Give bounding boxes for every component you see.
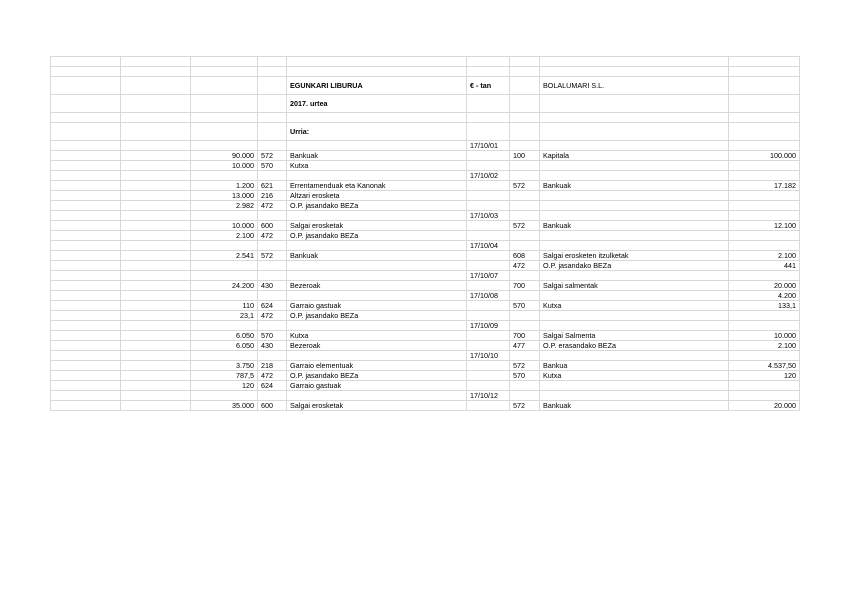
credit-amount: 4.200 <box>729 291 800 301</box>
separator-cell <box>258 241 287 251</box>
credit-account-code: 608 <box>510 251 540 261</box>
blank-cell <box>467 331 510 341</box>
credit-account-code: 572 <box>510 361 540 371</box>
debit-amount: 110 <box>191 301 258 311</box>
separator-cell <box>510 241 540 251</box>
credit-account-code <box>510 191 540 201</box>
debit-account-code: 430 <box>258 281 287 291</box>
separator-cell <box>540 271 729 281</box>
debit-account-name: Garraio gastuak <box>287 301 467 311</box>
blank-cell <box>51 381 121 391</box>
debit-amount: 2.541 <box>191 251 258 261</box>
debit-account-code: 472 <box>258 201 287 211</box>
blank-cell <box>51 401 121 411</box>
debit-account-name: Bezeroak <box>287 341 467 351</box>
credit-account-code: 477 <box>510 341 540 351</box>
journal-line <box>51 231 800 241</box>
separator-cell <box>287 351 467 361</box>
credit-account-name: Kutxa <box>540 371 729 381</box>
credit-account-name: Bankuak <box>540 401 729 411</box>
separator-cell <box>540 241 729 251</box>
debit-account-name: Garraio elementuak <box>287 361 467 371</box>
debit-amount: 120 <box>191 381 258 391</box>
credit-amount <box>729 241 800 251</box>
separator-cell <box>287 391 467 401</box>
separator-cell <box>510 141 540 151</box>
credit-account-code: 472 <box>510 261 540 271</box>
separator-cell <box>540 141 729 151</box>
blank-cell <box>51 321 121 331</box>
debit-account-name: Salgai erosketak <box>287 401 467 411</box>
credit-amount: 20.000 <box>729 401 800 411</box>
credit-amount: 2.100 <box>729 341 800 351</box>
credit-account-code <box>510 311 540 321</box>
blank-cell <box>51 191 121 201</box>
entry-date: 17/10/09 <box>467 321 510 331</box>
credit-amount: 4.537,50 <box>729 361 800 371</box>
separator-cell <box>258 351 287 361</box>
blank-cell <box>51 391 121 401</box>
blank-cell <box>467 181 510 191</box>
journal-line <box>51 371 800 381</box>
blank-cell <box>51 261 121 271</box>
credit-account-name: O.P. erasandako BEZa <box>540 341 729 351</box>
entry-date-row <box>51 291 800 301</box>
blank-cell <box>467 191 510 201</box>
separator-cell <box>540 321 729 331</box>
debit-account-name: O.P. jasandako BEZa <box>287 201 467 211</box>
separator-cell <box>287 241 467 251</box>
blank-cell <box>51 211 121 221</box>
journal-line <box>51 191 800 201</box>
credit-account-code: 100 <box>510 151 540 161</box>
credit-amount <box>729 271 800 281</box>
entry-date-row <box>51 241 800 251</box>
credit-amount: 441 <box>729 261 800 271</box>
debit-amount: 787,5 <box>191 371 258 381</box>
year-label: 2017. urtea <box>287 95 467 113</box>
credit-account-name <box>540 311 729 321</box>
blank-cell <box>121 381 191 391</box>
blank-cell <box>191 351 258 361</box>
debit-amount: 2.100 <box>191 231 258 241</box>
credit-amount <box>729 201 800 211</box>
journal-line <box>51 201 800 211</box>
blank-cell <box>121 361 191 371</box>
debit-account-name: Bankuak <box>287 151 467 161</box>
blank-cell <box>121 201 191 211</box>
credit-amount <box>729 161 800 171</box>
debit-account-name: Kutxa <box>287 161 467 171</box>
entry-date: 17/10/12 <box>467 391 510 401</box>
entry-date-row <box>51 211 800 221</box>
debit-account-name <box>287 261 467 271</box>
credit-amount: 2.100 <box>729 251 800 261</box>
blank-cell <box>51 331 121 341</box>
blank-cell <box>51 201 121 211</box>
blank-cell <box>121 211 191 221</box>
debit-account-code <box>258 261 287 271</box>
blank-cell <box>121 171 191 181</box>
blank-cell <box>121 241 191 251</box>
credit-amount: 20.000 <box>729 281 800 291</box>
debit-account-code: 572 <box>258 251 287 261</box>
blank-cell <box>191 321 258 331</box>
blank-cell <box>51 141 121 151</box>
blank-cell <box>121 151 191 161</box>
blank-cell <box>121 351 191 361</box>
debit-account-name: O.P. jasandako BEZa <box>287 371 467 381</box>
debit-amount: 6.050 <box>191 331 258 341</box>
blank-cell <box>51 281 121 291</box>
debit-account-name: O.P. jasandako BEZa <box>287 231 467 241</box>
journal-line <box>51 251 800 261</box>
credit-account-name: Kapitala <box>540 151 729 161</box>
blank-cell <box>191 391 258 401</box>
entry-date: 17/10/01 <box>467 141 510 151</box>
credit-amount <box>729 381 800 391</box>
journal-line <box>51 221 800 231</box>
separator-cell <box>287 291 467 301</box>
entry-date: 17/10/07 <box>467 271 510 281</box>
entry-date: 17/10/10 <box>467 351 510 361</box>
blank-cell <box>467 281 510 291</box>
blank-cell <box>467 201 510 211</box>
credit-account-name <box>540 231 729 241</box>
credit-account-code: 572 <box>510 401 540 411</box>
blank-cell <box>467 161 510 171</box>
debit-amount: 24.200 <box>191 281 258 291</box>
separator-cell <box>540 211 729 221</box>
currency-label: € - tan <box>467 77 510 95</box>
blank-cell <box>191 241 258 251</box>
blank-cell <box>121 291 191 301</box>
blank-cell <box>121 301 191 311</box>
blank-cell <box>51 371 121 381</box>
debit-amount: 6.050 <box>191 341 258 351</box>
credit-account-code <box>510 381 540 391</box>
entry-date-row <box>51 271 800 281</box>
debit-amount: 23,1 <box>191 311 258 321</box>
debit-account-code: 472 <box>258 371 287 381</box>
debit-account-code: 621 <box>258 181 287 191</box>
blank-cell <box>467 361 510 371</box>
credit-account-code: 700 <box>510 331 540 341</box>
debit-account-code: 218 <box>258 361 287 371</box>
separator-cell <box>510 271 540 281</box>
blank-cell <box>51 301 121 311</box>
credit-account-code: 572 <box>510 181 540 191</box>
blank-cell <box>467 371 510 381</box>
blank-cell <box>51 311 121 321</box>
blank-cell <box>467 341 510 351</box>
blank-cell <box>467 381 510 391</box>
blank-cell <box>51 151 121 161</box>
separator-cell <box>510 291 540 301</box>
credit-account-code <box>510 231 540 241</box>
separator-cell <box>258 171 287 181</box>
separator-cell <box>510 391 540 401</box>
blank-cell <box>121 141 191 151</box>
credit-amount: 120 <box>729 371 800 381</box>
credit-account-code: 700 <box>510 281 540 291</box>
blank-cell <box>121 311 191 321</box>
blank-cell <box>51 231 121 241</box>
month-label: Urria: <box>287 123 467 141</box>
blank-cell <box>121 191 191 201</box>
company-name: BOLALUMARI S.L. <box>540 77 729 95</box>
separator-cell <box>258 391 287 401</box>
journal-line <box>51 311 800 321</box>
separator-cell <box>287 141 467 151</box>
blank-cell <box>121 181 191 191</box>
credit-amount: 133,1 <box>729 301 800 311</box>
credit-amount <box>729 351 800 361</box>
credit-amount <box>729 311 800 321</box>
debit-amount: 10.000 <box>191 221 258 231</box>
blank-cell <box>51 161 121 171</box>
separator-cell <box>540 391 729 401</box>
debit-account-code: 472 <box>258 231 287 241</box>
credit-account-code <box>510 201 540 211</box>
credit-amount <box>729 231 800 241</box>
credit-account-name <box>540 191 729 201</box>
blank-cell <box>121 161 191 171</box>
credit-amount <box>729 391 800 401</box>
blank-cell <box>467 251 510 261</box>
blank-cell <box>121 281 191 291</box>
credit-amount <box>729 211 800 221</box>
credit-amount: 17.182 <box>729 181 800 191</box>
journal-line <box>51 361 800 371</box>
journal-line <box>51 181 800 191</box>
debit-account-name: Salgai erosketak <box>287 221 467 231</box>
credit-account-name: Bankuak <box>540 181 729 191</box>
entry-date-row <box>51 141 800 151</box>
blank-cell <box>191 271 258 281</box>
entry-date: 17/10/04 <box>467 241 510 251</box>
debit-account-code: 430 <box>258 341 287 351</box>
blank-cell <box>191 211 258 221</box>
blank-cell <box>467 221 510 231</box>
separator-cell <box>258 141 287 151</box>
credit-account-name <box>540 161 729 171</box>
blank-cell <box>467 261 510 271</box>
blank-cell <box>51 221 121 231</box>
credit-account-code: 570 <box>510 301 540 311</box>
blank-cell <box>121 261 191 271</box>
blank-cell <box>51 241 121 251</box>
debit-amount <box>191 261 258 271</box>
blank-cell <box>121 221 191 231</box>
debit-account-code: 472 <box>258 311 287 321</box>
separator-cell <box>540 171 729 181</box>
journal-line <box>51 161 800 171</box>
credit-account-name: Salgai Salmenta <box>540 331 729 341</box>
debit-account-code: 216 <box>258 191 287 201</box>
entry-date: 17/10/08 <box>467 291 510 301</box>
separator-cell <box>510 321 540 331</box>
blank-cell <box>51 361 121 371</box>
blank-cell <box>467 231 510 241</box>
blank-cell <box>121 271 191 281</box>
journal-line <box>51 381 800 391</box>
debit-amount: 2.982 <box>191 201 258 211</box>
credit-amount <box>729 141 800 151</box>
credit-amount <box>729 191 800 201</box>
separator-cell <box>287 271 467 281</box>
blank-cell <box>191 141 258 151</box>
credit-account-name: Bankuak <box>540 221 729 231</box>
blank-cell <box>121 331 191 341</box>
entry-date: 17/10/02 <box>467 171 510 181</box>
blank-cell <box>121 231 191 241</box>
credit-account-name: Salgai salmentak <box>540 281 729 291</box>
debit-amount: 13.000 <box>191 191 258 201</box>
journal-line <box>51 151 800 161</box>
credit-account-name <box>540 201 729 211</box>
blank-cell <box>121 321 191 331</box>
debit-amount: 90.000 <box>191 151 258 161</box>
entry-date-row <box>51 171 800 181</box>
blank-cell <box>467 311 510 321</box>
credit-account-code: 572 <box>510 221 540 231</box>
credit-amount: 10.000 <box>729 331 800 341</box>
journal-line <box>51 301 800 311</box>
credit-account-code: 570 <box>510 371 540 381</box>
credit-account-name: O.P. jasandako BEZa <box>540 261 729 271</box>
journal-line <box>51 331 800 341</box>
credit-amount: 12.100 <box>729 221 800 231</box>
blank-cell <box>467 301 510 311</box>
blank-cell <box>51 351 121 361</box>
debit-account-name: O.P. jasandako BEZa <box>287 311 467 321</box>
journal-line <box>51 281 800 291</box>
separator-cell <box>510 211 540 221</box>
debit-account-name: Bankuak <box>287 251 467 261</box>
blank-cell <box>51 251 121 261</box>
separator-cell <box>258 321 287 331</box>
separator-cell <box>540 291 729 301</box>
debit-account-code: 624 <box>258 301 287 311</box>
journal-line <box>51 401 800 411</box>
separator-cell <box>540 351 729 361</box>
entry-date-row <box>51 351 800 361</box>
credit-account-name <box>540 381 729 391</box>
blank-cell <box>191 291 258 301</box>
blank-cell <box>467 401 510 411</box>
blank-cell <box>51 271 121 281</box>
journal-line <box>51 261 800 271</box>
separator-cell <box>510 171 540 181</box>
debit-account-code: 600 <box>258 401 287 411</box>
blank-cell <box>51 171 121 181</box>
credit-amount <box>729 171 800 181</box>
separator-cell <box>258 211 287 221</box>
debit-amount: 10.000 <box>191 161 258 171</box>
journal-title: EGUNKARI LIBURUA <box>287 77 467 95</box>
debit-amount: 1.200 <box>191 181 258 191</box>
credit-account-name: Kutxa <box>540 301 729 311</box>
debit-account-name: Errentamenduak eta Kanonak <box>287 181 467 191</box>
blank-cell <box>51 181 121 191</box>
debit-account-code: 572 <box>258 151 287 161</box>
entry-date-row <box>51 321 800 331</box>
debit-account-code: 624 <box>258 381 287 391</box>
credit-account-name: Salgai erosketen itzulketak <box>540 251 729 261</box>
debit-account-code: 570 <box>258 161 287 171</box>
blank-cell <box>121 341 191 351</box>
separator-cell <box>510 351 540 361</box>
debit-amount: 3.750 <box>191 361 258 371</box>
credit-account-name: Bankua <box>540 361 729 371</box>
debit-account-name: Bezeroak <box>287 281 467 291</box>
debit-account-name: Garraio gastuak <box>287 381 467 391</box>
separator-cell <box>287 171 467 181</box>
blank-cell <box>51 341 121 351</box>
credit-account-code <box>510 161 540 171</box>
debit-account-name: Altzari erosketa <box>287 191 467 201</box>
blank-cell <box>51 291 121 301</box>
separator-cell <box>287 321 467 331</box>
blank-cell <box>121 391 191 401</box>
credit-amount: 100.000 <box>729 151 800 161</box>
debit-account-code: 570 <box>258 331 287 341</box>
credit-amount <box>729 321 800 331</box>
separator-cell <box>287 211 467 221</box>
separator-cell <box>258 271 287 281</box>
blank-cell <box>191 171 258 181</box>
debit-account-code: 600 <box>258 221 287 231</box>
blank-cell <box>467 151 510 161</box>
blank-cell <box>121 251 191 261</box>
journal-spreadsheet <box>50 56 799 411</box>
entry-date-row <box>51 391 800 401</box>
entry-date: 17/10/03 <box>467 211 510 221</box>
blank-cell <box>121 401 191 411</box>
blank-cell <box>121 371 191 381</box>
separator-cell <box>258 291 287 301</box>
debit-account-name: Kutxa <box>287 331 467 341</box>
journal-line <box>51 341 800 351</box>
journal-table <box>50 56 800 411</box>
debit-amount: 35.000 <box>191 401 258 411</box>
